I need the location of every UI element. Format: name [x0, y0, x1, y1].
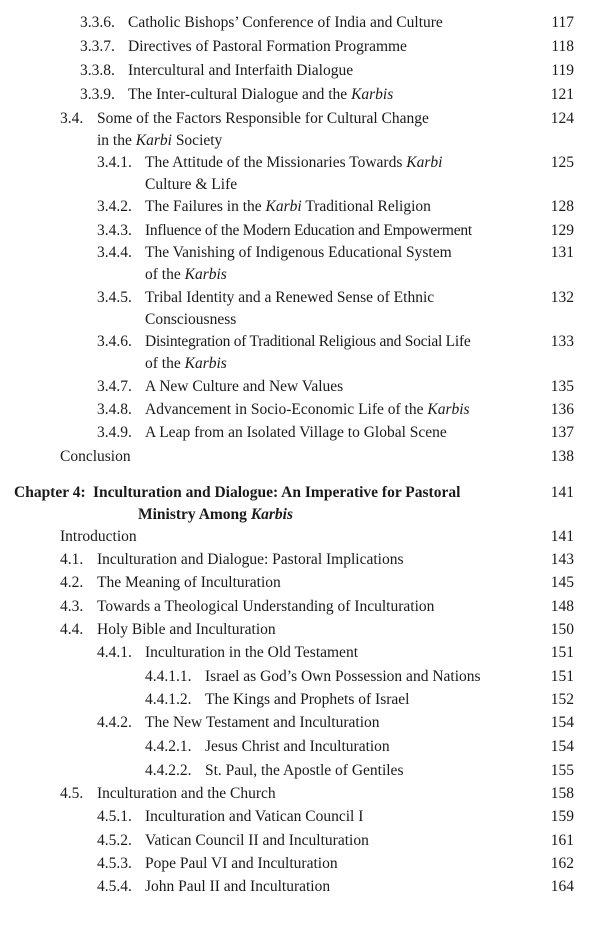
toc-page-number: 133 [550, 333, 574, 350]
toc-page-number: 145 [550, 574, 574, 591]
toc-title: The Meaning of Inculturation [97, 574, 281, 591]
toc-page-number: 148 [550, 598, 574, 615]
toc-number: 4.5.1. [97, 808, 132, 825]
toc-title: Inculturation and Dialogue: Pastoral Implications [97, 551, 404, 568]
toc-title: The New Testament and Inculturation [145, 714, 380, 731]
toc-page-number: 151 [550, 644, 574, 661]
toc-number: 4.4.2.2. [145, 762, 192, 779]
toc-title: Tribal Identity and a Renewed Sense of Ethnic [145, 289, 435, 306]
toc-page-number: 124 [550, 110, 574, 127]
toc-number: 4.5.3. [97, 855, 132, 872]
toc-title-continued: of the Karbis [145, 266, 227, 283]
toc-number: 3.4.1. [97, 154, 132, 171]
toc-page-number: 151 [550, 668, 574, 685]
toc-page-number: 119 [551, 62, 574, 79]
toc-title: The Attitude of the Missionaries Towards Karbi [145, 154, 443, 171]
toc-title: A Leap from an Isolated Village to Global Scene [145, 424, 447, 441]
toc-number: 4.5.2. [97, 832, 132, 849]
toc-title-continued: Consciousness [145, 311, 237, 328]
toc-page-number: 125 [550, 154, 574, 171]
toc-title: The Kings and Prophets of Israel [205, 691, 410, 708]
toc-title: Inculturation and the Church [97, 785, 276, 802]
toc-number: 4.2. [60, 574, 84, 591]
toc-title: Jesus Christ and Inculturation [205, 738, 390, 755]
toc-number: 4.3. [60, 598, 84, 615]
toc-page-number: 164 [550, 878, 574, 895]
toc-title-continued: in the Karbi Society [97, 132, 223, 149]
toc-number: 3.4.8. [97, 401, 132, 418]
toc-title: John Paul II and Inculturation [145, 878, 331, 895]
toc-number: 3.4.2. [97, 198, 132, 215]
toc-title: Intercultural and Interfaith Dialogue [128, 62, 354, 79]
toc-number: 4.4.1.2. [145, 691, 192, 708]
toc-title: The Vanishing of Indigenous Educational System [145, 244, 452, 261]
toc-number: 3.3.9. [80, 86, 115, 103]
toc-number: 4.4.2.1. [145, 738, 192, 755]
toc-number: 3.3.7. [80, 38, 115, 55]
toc-page-number: 131 [550, 244, 574, 261]
toc-page-number: 150 [550, 621, 574, 638]
toc-number: 3.3.8. [80, 62, 115, 79]
toc-page-number: 152 [550, 691, 574, 708]
toc-title: Towards a Theological Understanding of Inculturation [97, 598, 435, 615]
toc-number: 4.4. [60, 621, 84, 638]
toc-title: Catholic Bishops’ Conference of India and Culture [128, 14, 443, 31]
toc-page-number: 155 [550, 762, 574, 779]
toc-page-number: 141 [550, 484, 574, 501]
toc-page-number: 158 [550, 785, 574, 802]
toc-number: 3.4.4. [97, 244, 132, 261]
toc-page-number: 162 [550, 855, 574, 872]
toc-title: Conclusion [60, 448, 131, 465]
toc-number: 4.4.2. [97, 714, 132, 731]
toc-title: Israel as God’s Own Possession and Nations [205, 668, 481, 685]
toc-number: 3.4.6. [97, 333, 132, 350]
toc-page-number: 141 [550, 528, 574, 545]
toc-number: 3.4.5. [97, 289, 132, 306]
toc-page-number: 132 [550, 289, 574, 306]
toc-title: Holy Bible and Inculturation [97, 621, 276, 638]
toc-page-number: 135 [550, 378, 574, 395]
toc-title: Advancement in Socio-Economic Life of the Karbis [145, 401, 470, 418]
toc-page-number: 128 [550, 198, 574, 215]
toc-title: A New Culture and New Values [145, 378, 344, 395]
toc-page-number: 138 [550, 448, 574, 465]
toc-title: Inculturation in the Old Testament [145, 644, 358, 661]
toc-title-continued: of the Karbis [145, 355, 227, 372]
toc-page-number: 121 [550, 86, 574, 103]
toc-number: 3.4. [60, 110, 84, 127]
toc-number: 3.4.3. [97, 222, 132, 239]
toc-title: St. Paul, the Apostle of Gentiles [205, 762, 404, 779]
toc-title-continued: Ministry Among Karbis [138, 506, 294, 523]
toc-page-number: 129 [550, 222, 574, 239]
toc-page-number: 117 [551, 14, 574, 31]
toc-title: The Inter-cultural Dialogue and the Karbis [128, 86, 394, 103]
toc-title: Disintegration of Traditional Religious and Social Life [145, 333, 471, 350]
toc-title: The Failures in the Karbi Traditional Religion [145, 198, 431, 215]
toc-number: 4.4.1. [97, 644, 132, 661]
toc-number: 4.5.4. [97, 878, 132, 895]
toc-page-number: 143 [550, 551, 574, 568]
toc-page-number: 154 [550, 738, 574, 755]
toc-title: Some of the Factors Responsible for Cultural Change [97, 110, 429, 127]
toc-number: 3.4.7. [97, 378, 132, 395]
toc-page-number: 159 [550, 808, 574, 825]
toc-number: 4.5. [60, 785, 84, 802]
toc-title: Inculturation and Vatican Council I [145, 808, 364, 825]
toc-number: 4.1. [60, 551, 84, 568]
toc-title: Inculturation and Dialogue: An Imperative for Pastoral [93, 484, 461, 501]
toc-page-number: 118 [551, 38, 574, 55]
toc-page-number: 154 [550, 714, 574, 731]
toc-number: 3.3.6. [80, 14, 115, 31]
toc-number: 3.4.9. [97, 424, 132, 441]
toc-page-number: 137 [550, 424, 574, 441]
toc-title: Introduction [60, 528, 137, 545]
toc-chapter-label: Chapter 4: [14, 484, 86, 501]
toc-title: Vatican Council II and Inculturation [145, 832, 369, 849]
toc-title: Directives of Pastoral Formation Programme [128, 38, 407, 55]
toc-page-number: 136 [550, 401, 574, 418]
toc-title: Pope Paul VI and Inculturation [145, 855, 338, 872]
toc-number: 4.4.1.1. [145, 668, 192, 685]
toc-page-number: 161 [550, 832, 574, 849]
toc-title-continued: Culture & Life [145, 176, 238, 193]
toc-title: Influence of the Modern Education and Empowerment [145, 222, 472, 239]
